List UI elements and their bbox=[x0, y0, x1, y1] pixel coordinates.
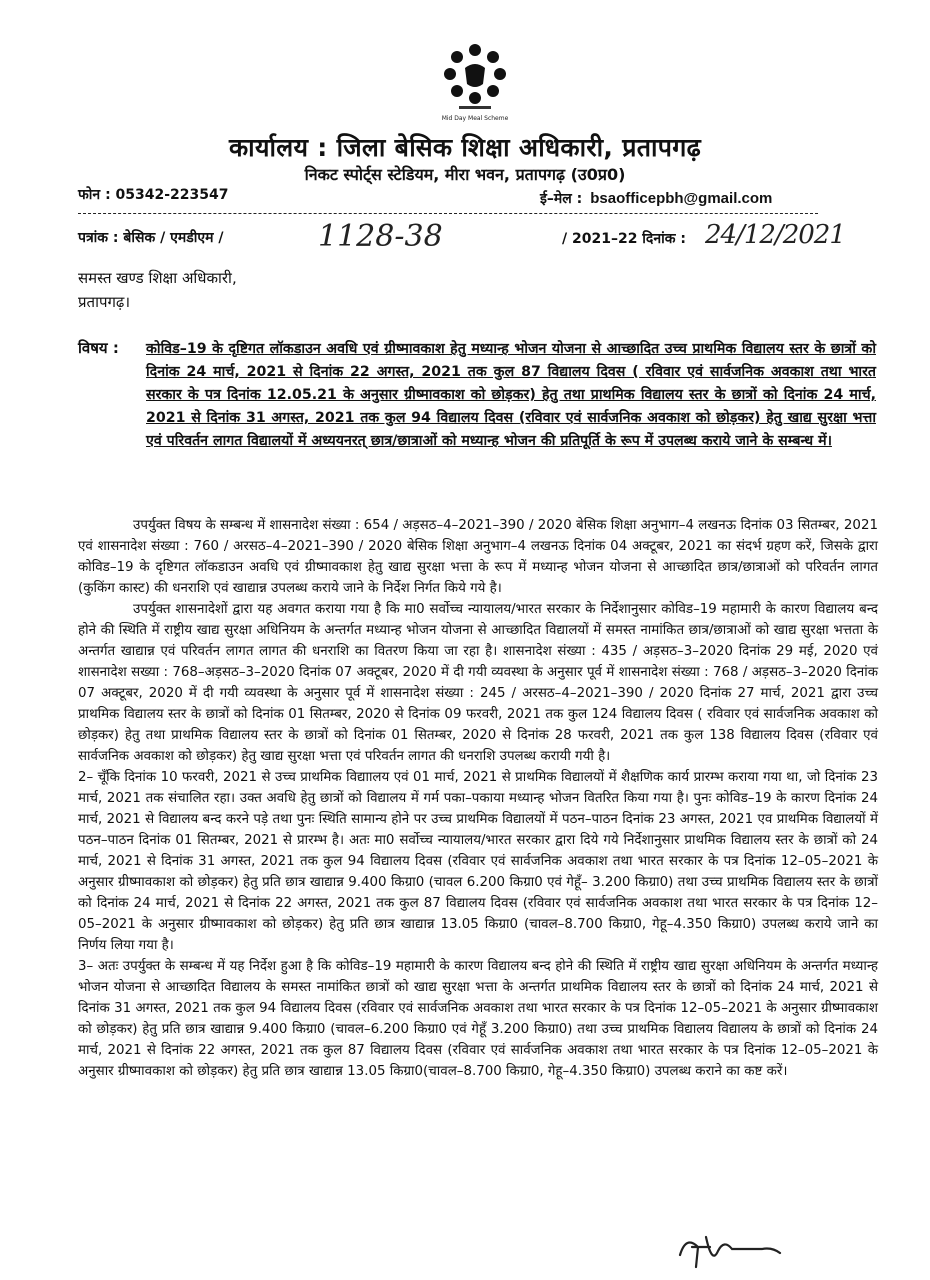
handwritten-letter-number: 1128-38 bbox=[318, 219, 443, 254]
phone-number: फोन : 05342-223547 bbox=[78, 187, 229, 203]
patrank-label: पत्रांक : बेसिक / एमडीएम / bbox=[78, 230, 224, 246]
paragraph-4: 3– अतः उपर्युक्त के सम्बन्ध में यह निर्देश हुआ है कि कोविड–19 महामारी के कारण विद्यालय बन्द होने की स्थिति में राष्ट्रीय खाद्य सुरक्षा अधिनियम के अन्तर्गत मध्यान्ह भोजन योजना से आच्छादित विद्यालय के समस्त नामांकित छात्रों को खाद्य सुरक्षा भत्ता के अन्तर्गत प्राथमिक विद्यालय स्तर के छात्रों को दिनांक 24 मार्च, 2021 से दिनांक 31 अगस्त, 2021 तक कुल 94 विद्यालय दिवस (रविवार एवं सार्वजनिक अवकाश तथा भारत सरकार के पत्र दिनांक 12–05–2021 के अनुसार ग्रीष्मावकाश को छोड़कर) हेतु प्रति छात्र खाद्यान्न 9.400 किग्रा0 (चावल–6.200 किग्रा0 एवं गेहूँ 3.200 किग्रा0) तथा उच्च प्राथमिक विद्यालय विद्यालय के छात्रों को दिनांक 24 मार्च, 2021 से दिनांक 22 अगस्त, 2021 तक कुल 87 विद्यालय दिवस (रविवार एवं सार्वजनिक अवकाश तथा भारत सरकार के पत्र दिनांक 12–05–2021 के अनुसार ग्रीष्मावकाश को छोड़कर) हेतु प्रति छात्र खाद्यान्न 13.05 किग्रा0(चावल–8.700 किग्रा0, गेहू–4.350 किग्रा0) उपलब्ध कराने का कष्ट करें। bbox=[78, 959, 878, 1079]
paragraph-2: उपर्युक्त शासनादेशों द्वारा यह अवगत कराया गया है कि मा0 सर्वोच्च न्यायालय/भारत सरकार के निर्देशानुसार कोविड–19 महामारी के कारण विद्यालय बन्द होने की स्थिति में राष्ट्रीय खाद्य सुरक्षा अधिनियम के अन्तर्गत मध्यान्ह भोजन योजना से आच्छादित विद्यालयों में समस्त नामांकित छात्र/छात्राओं को खाद्य सुरक्षा भत्तता के अन्तर्गत खाद्यान्न एवं परिवर्तन लागत लागत की धनराशि का वितरण किया जा रहा है। शासनादेश संख्या : 435 / अड़सठ–3–2020 दिनांक 29 मई, 2020 एवं शासनादेश सख्या : 768–अड़सठ–3–2020 दिनांक 07 अक्टूबर, 2020 में दी गयी व्यवस्था के अनुसार पूर्व में शासनादेश संख्या : 768 / अड़सठ–3–2020 दिनांक 07 अक्टूबर, 2020 में दी गयी व्यवस्था के अनुसार पूर्व में शासनादेश संख्या : 245 / अरसठ–4–2021–390 / 2020 दिनांक 27 मार्च, 2021 द्वारा उच्च प्राथमिक विद्यालय स्तर के छात्रों को दिनांक 01 सितम्बर, 2020 से दिनांक 09 फरवरी, 2021 तक कुल 124 विद्यालय दिवस ( रविवार एवं सार्वजनिक अवकाश को छोड़कर) हेतु तथा प्राथमिक विद्यालय स्तर के छात्रों को दिनांक 01 सितम्बर, 2020 से दिनांक 28 फरवरी, 2021 तक कुल 138 विद्यालय दिवस (रविवार एवं सार्वजनिक अवकाश को छोड़कर) हेतु खाद्य सुरक्षा भत्ता एवं परिवर्तन लागत की धनराशि उपलब्ध करायी गयी है। bbox=[78, 602, 878, 764]
addressee-line: समस्त खण्ड शिक्षा अधिकारी, bbox=[78, 269, 237, 287]
office-title: कार्यालय : जिला बेसिक शिक्षा अधिकारी, प्रतापगढ़ bbox=[228, 133, 702, 162]
paragraph-1: उपर्युक्त विषय के सम्बन्ध में शासनादेश संख्या : 654 / अड़सठ–4–2021–390 / 2020 बेसिक शिक्षा अनुभाग–4 लखनऊ दिनांक 03 सितम्बर, 2021 एवं शासनादेश संख्या : 760 / अरसठ–4–2021–390 / 2020 बेसिक शिक्षा अनुभाग–4 लखनऊ दिनांक 04 अक्टूबर, 2021 का संदर्भ ग्रहण करें, जिसके द्वारा कोविड–19 के दृष्टिगत लॉकडाउन अवधि एवं ग्रीष्मावकाश हेतु खाद्य सुरक्षा भत्ता के रूप में मध्यान्ह भोजन योजना से आच्छादित छात्र/छात्राओं को परिवर्तन लागत (कुकिंग कास्ट) की धनराशि एवं खाद्यान्न उपलब्ध कराये जाने के निर्देश निर्गत किये गये है। bbox=[78, 518, 878, 596]
email-line bbox=[540, 189, 772, 208]
addressee-place: प्रतापगढ़। bbox=[78, 293, 131, 311]
letter-body bbox=[78, 515, 878, 1082]
handwritten-date: 24/12/2021 bbox=[705, 220, 845, 250]
signature-mark bbox=[672, 1225, 792, 1275]
addressee-block bbox=[78, 266, 237, 314]
logo-caption: Mid Day Meal Scheme bbox=[441, 115, 509, 122]
email-label: ई–मेल : bbox=[540, 191, 583, 207]
email-address: bsaofficepbh@gmail.com bbox=[590, 190, 773, 207]
paragraph-3: 2– चूँकि दिनांक 10 फरवरी, 2021 से उच्च प्राथमिक विद्याालय एवं 01 मार्च, 2021 से प्राथमिक विद्यालयों में शैक्षणिक कार्य प्रारम्भ कराया गया था, जो दिनांक 23 मार्च, 2021 तक संचालित रहा। उक्त अवधि हेतु छात्रों को विद्यालय में गर्म पका–पकाया मध्यान्ह भोजन वितरित किया गया है। पुनः कोविड–19 के कारण दिनांक 24 मार्च, 2021 से विद्यालय बन्द करने पड़े तथा पुनः स्थिति सामान्य होने पर उच्च प्राथमिक विद्यालयों में पठन–पाठन दिनांक 23 अगस्त, 2021 एव प्राथमिक विद्यालयों में पठन–पाठन दिनांक 01 सितम्बर, 2021 से प्रारम्भ है। अतः मा0 सर्वोच्च न्यायालय/भारत सरकार द्वारा दिये गये निर्देशानुसार प्राथमिक विद्यालय स्तर के छात्रों को 24 मार्च, 2021 से दिनांक 31 अगस्त, 2021 तक कुल 94 विद्यालय दिवस (रविवार एवं सार्वजनिक अवकाश तथा भारत सरकार के पत्र दिनांक 12–05–2021 के अनुसार ग्रीष्मावकाश को छोड़कर) हेतु प्रति छात्र खाद्यान्न 9.400 किग्रा0 (चावल 6.200 किग्रा0 एवं गेहूँ– 3.200 किग्रा0) तथा उच्च प्राथमिक विद्यालय स्तर के छात्रों को दिनांक 24 मार्च, 2021 से दिनांक 22 अगस्त, 2021 तक कुल 87 विद्यालय दिवस (रविवार एवं सार्वजनिक अवकाश तथा भारत सरकार के पत्र दिनांक 12–05–2021 के अनुसार ग्रीष्मावकाश को छोड़कर) हेतु प्रति छात्र खाद्यान्न 13.05 किग्रा0 (चावल–8.700 किग्रा0, गेहू–4.350 किग्रा0) उपलब्ध कराये जाने का निर्णय लिया गया है। bbox=[78, 770, 878, 953]
subject-label: विषय : bbox=[78, 339, 119, 357]
year-date-label: / 2021–22 दिनांक : bbox=[562, 231, 686, 247]
header-divider bbox=[78, 213, 818, 214]
mdm-logo bbox=[433, 40, 517, 132]
subject-text: कोविड–19 के दृष्टिगत लॉकडाउन अवधि एवं ग्रीष्मावकाश हेतु मध्यान्ह भोजन योजना से आच्छादित उच्च प्राथमिक विद्यालय स्तर के छात्रों को दिनांक 24 मार्च, 2021 से दिनांक 22 अगस्त, 2021 तक कुल 87 विद्यालय दिवस ( रविवार एवं सार्वजनिक अवकाश तथा भारत सरकार के पत्र दिनांक 12.05.21 के अनुसार ग्रीष्मावकाश को छोड़कर) हेतु तथा प्राथमिक विद्यालय स्तर के छात्रों को दिनांक 24 मार्च, 2021 से दिनांक 31 अगस्त, 2021 तक कुल 94 विद्यालय दिवस (रविवार एवं सार्वजनिक अवकाश को छोड़कर) हेतु खाद्य सुरक्षा भत्ता एवं परिवर्तन लागत विद्यालयों में अध्ययनरत् छात्र/छात्राओं को मध्यान्ह भोजन की प्रतिपूर्ति के रूप में उपलब्ध कराये जाने के सम्बन्ध में। bbox=[146, 341, 876, 449]
office-address: निकट स्पोर्ट्स स्टेडियम, मीरा भवन, प्रतापगढ़ (उ0प्र0) bbox=[304, 165, 626, 184]
